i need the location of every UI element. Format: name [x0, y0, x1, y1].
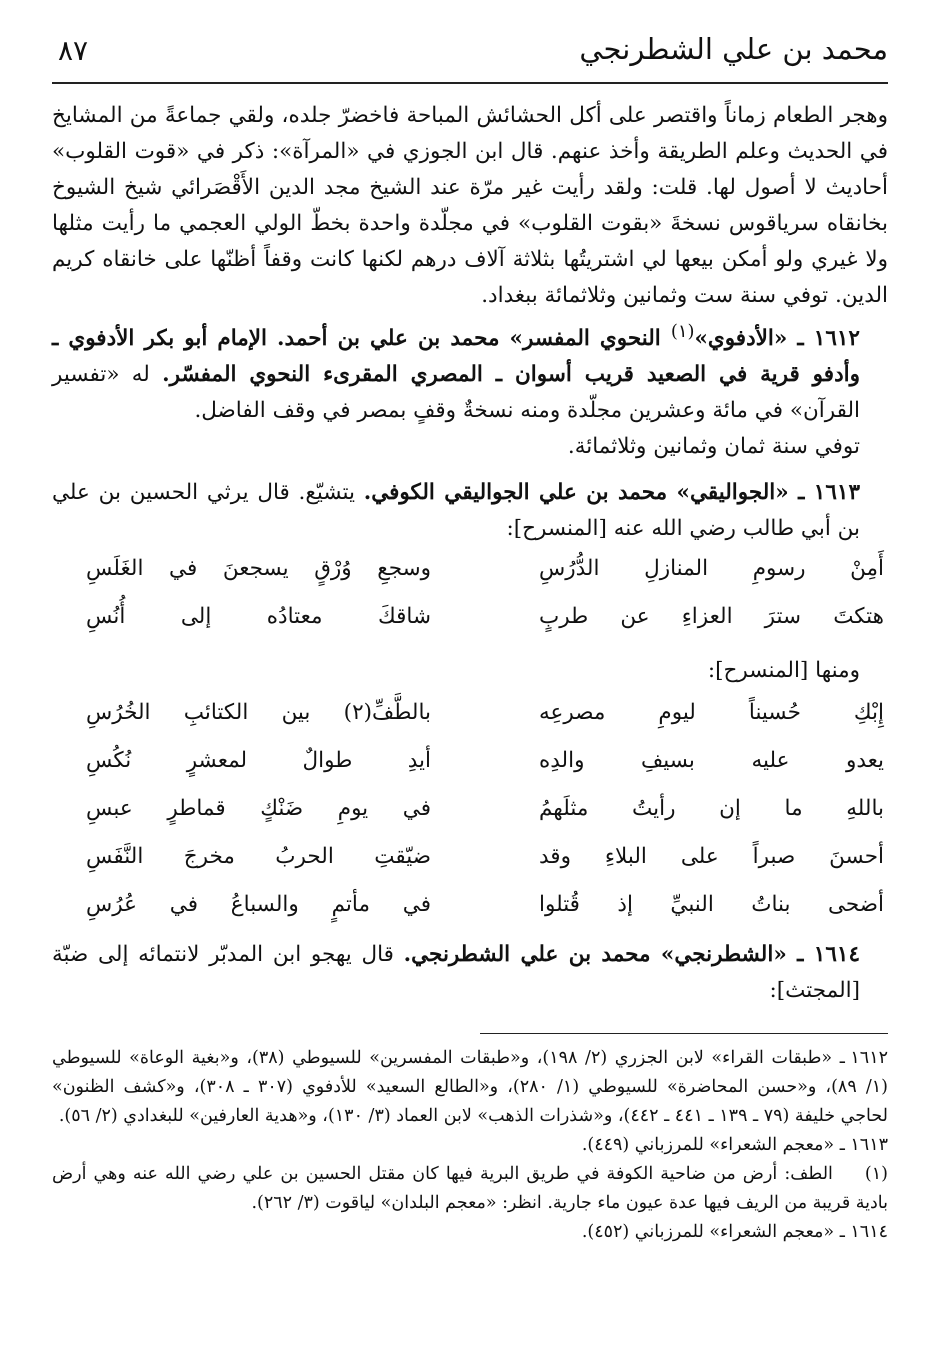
footnote	[52, 1160, 888, 1218]
footnote-marker: ١٦١٢ ـ	[839, 1048, 888, 1068]
entry-number: ١٦١٤	[813, 942, 860, 968]
verse-second-hemistich: ضيّقتِ الحربُ مخرجَ النَّفَسِ	[86, 844, 431, 870]
verse	[52, 695, 888, 743]
page-number: ٨٧	[58, 34, 89, 67]
verse-first-hemistich: يعدو عليه بسيفِ والدِه	[539, 748, 884, 774]
entry-dash: ـ	[788, 480, 814, 506]
verse	[52, 551, 888, 599]
entry-lemma: النحوي المفسر» محمد بن علي بن أحمد. الإمام أبو بكر الأدفوي ـ وأدفو قرية في الصعيد قريب أسوان ـ المصري المقرىء النحوي المفسّر.	[52, 326, 860, 388]
verse-first-hemistich: إِبْكِ حُسيناً ليومِ مصرعِه	[539, 700, 884, 726]
footnote	[52, 1044, 888, 1131]
verse-first-hemistich: باللهِ ما إن رأيتُ مثلَهمُ	[539, 796, 884, 822]
header-rule	[52, 82, 888, 84]
entry-dash: ـ	[787, 326, 814, 352]
verse-first-hemistich: أحسنَ صبراً على البلاءِ وقد	[539, 844, 884, 870]
verse-second-hemistich: في يومِ ضَنْكٍ قماطرٍ عبسِ	[86, 796, 431, 822]
footnote	[52, 1218, 888, 1247]
entry-1614	[52, 937, 888, 1009]
verse-second-hemistich: وسجعِ وُرْقٍ يسجعنَ في الغَلَسِ	[86, 556, 431, 582]
entry-dash: ـ	[786, 942, 814, 968]
entry-text: له «تفسير القرآن» في مائة وعشرين مجلّدة ومنه نسخةٌ وقفٍ بمصر في وقف الفاضل.	[52, 362, 860, 424]
footnote-text: «معجم الشعراء» للمرزباني (٤٥٢).	[581, 1222, 835, 1242]
footnote-marker: ١٦١٣ ـ	[839, 1135, 888, 1155]
running-title: محمد بن علي الشطرنجي	[579, 32, 888, 66]
poem-1	[52, 551, 888, 647]
verse-second-hemistich: شاقكَ معتادُه إلى أُنُسِ	[86, 604, 431, 630]
footnote-text: الطف: أرض من ضاحية الكوفة في طريق البرية فيها كان مقتل الحسين بن علي رضي الله عنه وهي أرض بادية قريبة من الريف فيها عدة عيون ماء جارية. انظر: «معجم البلدان» لياقوت (٣/ ٢٦٢).	[52, 1164, 888, 1213]
footnote-marker: ١٦١٤ ـ	[839, 1222, 888, 1242]
footnotes	[52, 1044, 888, 1247]
verse-first-hemistich: أَمِنْ رسومِ المنازلِ الدُّرُسِ	[539, 556, 884, 582]
verse	[52, 791, 888, 839]
entry-1613	[52, 475, 888, 547]
verse-first-hemistich: أضحى بناتُ النبيِّ إذ قُتلوا	[539, 892, 884, 918]
verse	[52, 599, 888, 647]
verse-second-hemistich: في مأتمٍ والسباعُ في عُرُسِ	[86, 892, 431, 918]
footnote-text: «معجم الشعراء» للمرزباني (٤٤٩).	[581, 1135, 835, 1155]
entry-name: «الشطرنجي» محمد بن علي الشطرنجي.	[403, 942, 787, 968]
page-header	[52, 28, 888, 80]
entry-name: «الجواليقي» محمد بن علي الجواليقي الكوفي.	[363, 480, 789, 506]
verse	[52, 839, 888, 887]
entry-text: قال يهجو ابن المدبّر لانتمائه إلى ضبّة [المجتث]:	[52, 942, 860, 1004]
verse	[52, 743, 888, 791]
verse-second-hemistich: بالطَّفِّ(٢) بين الكتائبِ الخُرُسِ	[86, 700, 431, 726]
paragraph-continuation: وهجر الطعام زماناً واقتصر على أكل الحشائش المباحة فاخضرّ جلده، ولقي جماعةً من المشايخ في الحديث وعلم الطريقة وأخذ عنهم. قال ابن الجوزي في «المرآة»: ذكر في «قوت القلوب» أحاديث لا أصول لها. قلت: ولقد رأيت غير مرّة عند الشيخ مجد الدين الأَقْصَرائي شيخ الشيوخ بخانقاه سرياقوس نسخةَ «بقوت القلوب» في مجلّدة واحدة بخطّ الولي العجمي ما رأيت مثلها ولا غيري ولو أمكن بيعها لي اشتريتُها بثلاثة آلاف درهم لكنها كانت وقفاً أظنّها على خانقاه كريم الدين. توفي سنة ست وثمانين وثلاثمائة ببغداد.	[52, 103, 888, 308]
footnote-separator	[480, 1033, 888, 1034]
poem-2	[52, 695, 888, 935]
entry-name: «الأدفوي»	[694, 326, 788, 352]
poem-intro: ومنها [المنسرح]:	[707, 658, 860, 684]
entry-text: يتشيّع. قال يرثي الحسين بن علي بن أبي طالب رضي الله عنه [المنسرح]:	[52, 480, 860, 542]
footnote-marker: (١)	[864, 1164, 888, 1184]
verse-first-hemistich: هتكتَ سترَ العزاءِ عن طربٍ	[539, 604, 884, 630]
entry-death-note: توفي سنة ثمان وثمانين وثلاثمائة.	[567, 434, 860, 460]
footnote-ref: (١)	[670, 321, 695, 342]
entry-number: ١٦١٣	[813, 480, 860, 506]
verse-second-hemistich: أيدِ طوالٌ لمعشرٍ نُكُسِ	[86, 748, 431, 774]
main-text	[52, 98, 888, 1009]
entry-number: ١٦١٢	[813, 326, 860, 352]
footnote	[52, 1131, 888, 1160]
entry-1612	[52, 314, 888, 429]
footnote-text: «طبقات القراء» لابن الجزري (٢/ ١٩٨)، و«طبقات المفسرين» للسيوطي (٣٨)، و«بغية الوعاة» للسيوطي (١/ ٨٩)، و«حسن المحاضرة» للسيوطي (١/ ٢٨٠)، و«الطالع السعيد» للأدفوي (٣٠٧ ـ ٣٠٨)، و«كشف الظنون» لحاجي خليفة (٧٩ ـ ١٣٩ ـ ٤٤١ ـ ٤٤٢)، و«شذرات الذهب» لابن العماد (٣/ ١٣٠)، و«هدية العارفين» للبغدادي (٢/ ٥٦).	[52, 1048, 888, 1126]
verse	[52, 887, 888, 935]
